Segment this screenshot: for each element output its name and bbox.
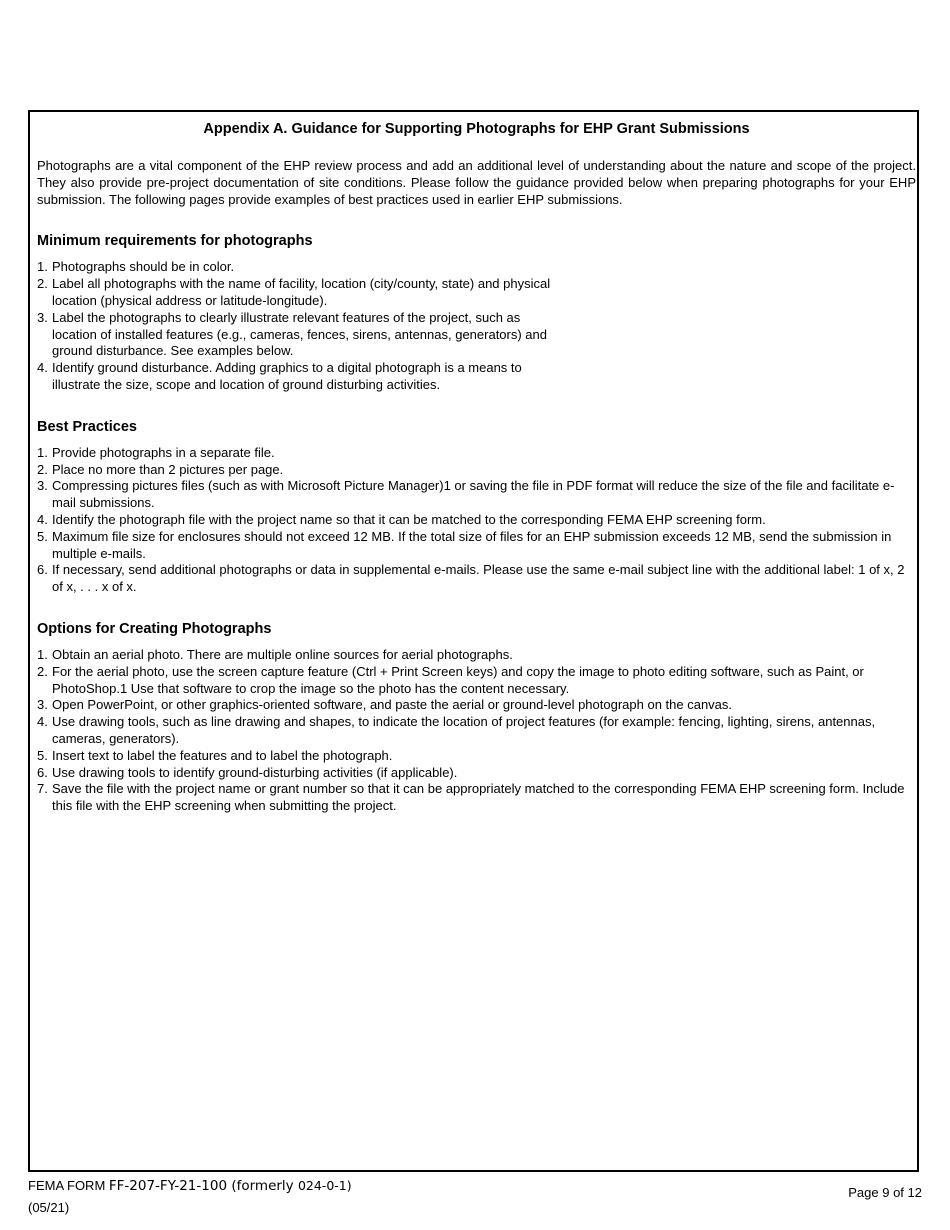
section-heading: Best Practices <box>37 418 137 435</box>
options-list <box>37 647 916 815</box>
requirements-list <box>37 259 916 393</box>
section-minimum-requirements <box>37 232 916 393</box>
section-options <box>37 620 916 815</box>
list-item: 2. Label all photographs with the name of facility, location (city/county, state) and physical location (physical address or latitude-longitude). <box>37 276 551 308</box>
list-item: 3. Open PowerPoint, or other graphics-oriented software, and paste the aerial or ground-level photograph on the canvas. <box>37 697 733 713</box>
form-date: (05/21) <box>28 1200 70 1215</box>
list-item: 3. Label the photographs to clearly illustrate relevant features of the project, such as location of installed features (e.g., cameras, fences, sirens, antennas, generators) and ground disturbance. See examples below. <box>37 309 547 359</box>
list-item: 6. If necessary, send additional photographs or data in supplemental e-mails. Please use the same e-mail subject line with the additional label: 1 of x, 2 of x, . . . x of x. <box>37 562 905 595</box>
section-best-practices <box>37 418 916 596</box>
list-item: 1. Photographs should be in color. <box>37 259 235 275</box>
list-item: 7. Save the file with the project name or grant number so that it can be appropriately matched to the corresponding FEMA EHP screening form. Include this file with the EHP screening when submitting the project. <box>37 781 905 814</box>
list-item: 6. Use drawing tools to identify ground-disturbing activities (if applicable). <box>37 764 458 780</box>
list-item: 4. Identify ground disturbance. Adding graphics to a digital photograph is a means to illustrate the size, scope and location of ground disturbing activities. <box>37 360 522 392</box>
section-heading: Minimum requirements for photographs <box>37 233 313 250</box>
intro-paragraph: Photographs are a vital component of the EHP review process and add an additional level of understanding about the nature and scope of the project. They also provide pre-project documentation of site conditions. Please follow the guidance provided below when preparing photographs for your EHP submission. The following pages provide examples of best practices used in earlier EHP submissions. <box>37 158 916 207</box>
list-item: 3. Compressing pictures files (such as with Microsoft Picture Manager)1 or saving the file in PDF format will reduce the size of the file and facilitate e-mail submissions. <box>37 478 895 511</box>
list-item: 4. Use drawing tools, such as line drawing and shapes, to indicate the location of project features (for example: fencing, lighting, sirens, antennas, cameras, generators). <box>37 714 876 746</box>
best-practices-list <box>37 445 916 596</box>
list-item: 4. Identify the photograph file with the project name so that it can be matched to the corresponding FEMA EHP screening form. <box>37 511 766 527</box>
list-item: 2. Place no more than 2 pictures per page. <box>37 461 284 477</box>
page-title: Appendix A. Guidance for Supporting Photographs for EHP Grant Submissions <box>203 121 750 137</box>
form-identifier <box>28 1175 352 1218</box>
list-item: 2. For the aerial photo, use the screen capture feature (Ctrl + Print Screen keys) and copy the image to photo editing software, such as Paint, or PhotoShop.1 Use that software to crop the image so the photo has the content necessary. <box>37 663 864 696</box>
form-number: FEMA FORM FF-207-FY-21-100 (formerly 024-0-1) <box>28 1178 352 1194</box>
list-item: 5. Maximum file size for enclosures should not exceed 12 MB. If the total size of files for an EHP submission exceeds 12 MB, send the submission in multiple e-mails. <box>37 528 892 561</box>
document-body <box>37 120 916 815</box>
list-item: 1. Provide photographs in a separate file. <box>37 444 275 460</box>
section-heading: Options for Creating Photographs <box>37 620 272 637</box>
list-item: 5. Insert text to label the features and to label the photograph. <box>37 747 393 763</box>
page-number: Page 9 of 12 <box>848 1185 922 1200</box>
list-item: 1. Obtain an aerial photo. There are multiple online sources for aerial photographs. <box>37 646 513 662</box>
